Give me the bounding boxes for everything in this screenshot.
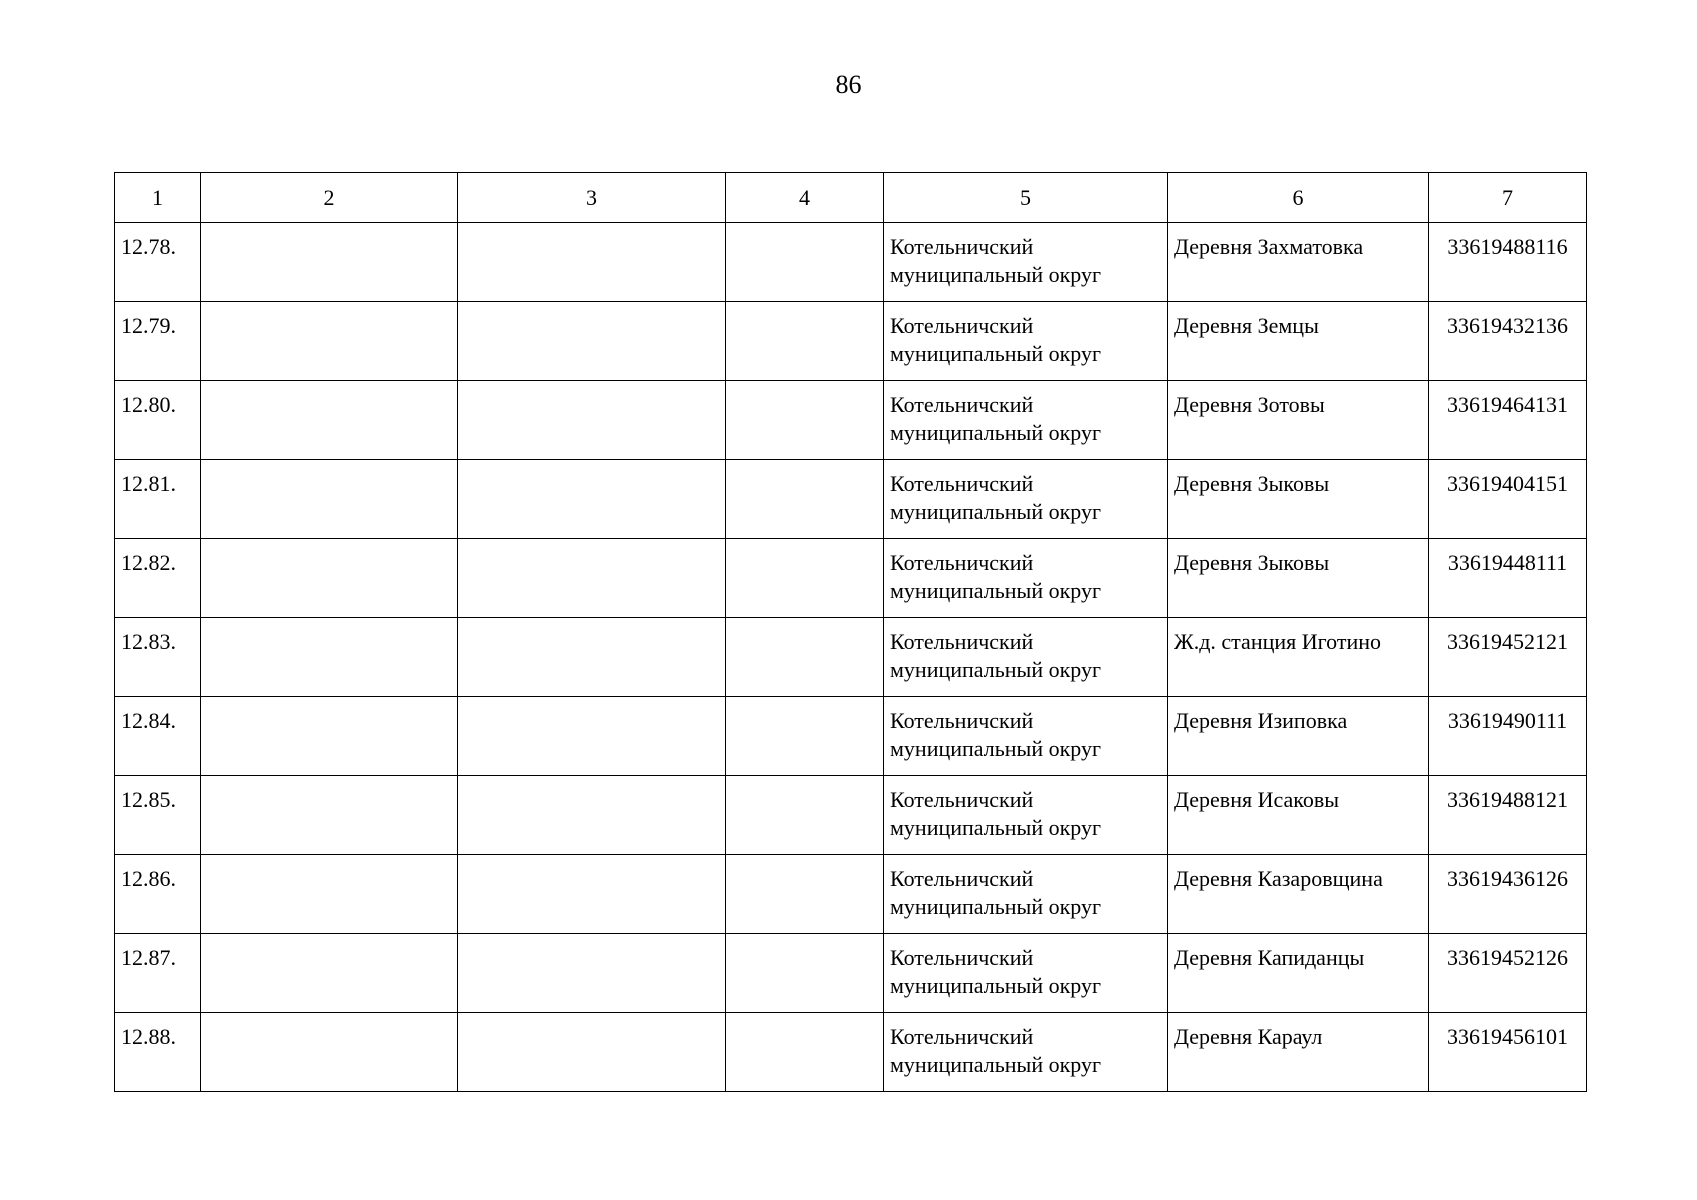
code-cell	[1429, 460, 1587, 539]
column-4-cell-text	[726, 934, 883, 944]
table-row	[115, 539, 1587, 618]
row-number-cell	[115, 697, 201, 776]
column-4-cell-text	[726, 776, 883, 786]
column-2-cell	[201, 855, 458, 934]
district-cell-text: Котельничский муниципальный округ	[890, 313, 1102, 366]
column-2-cell	[201, 618, 458, 697]
table-row	[115, 934, 1587, 1013]
settlement-cell-text: Деревня Караул	[1174, 1024, 1323, 1049]
column-3-cell-text	[458, 302, 725, 312]
row-number-cell-text: 12.83.	[121, 629, 176, 654]
code-cell-text: 33619490111	[1447, 708, 1568, 733]
code-cell-text: 33619488121	[1447, 787, 1568, 812]
district-cell	[884, 855, 1168, 934]
row-number-cell	[115, 776, 201, 855]
column-2-cell-text	[201, 855, 457, 865]
column-4-cell	[726, 223, 884, 302]
column-3-cell	[458, 776, 726, 855]
row-number-cell-text: 12.85.	[121, 787, 176, 812]
settlement-cell-text: Деревня Захматовка	[1174, 234, 1364, 259]
table-row	[115, 381, 1587, 460]
settlement-cell	[1168, 697, 1429, 776]
column-2-cell	[201, 381, 458, 460]
row-number-cell	[115, 539, 201, 618]
code-cell	[1429, 381, 1587, 460]
code-cell-text: 33619464131	[1447, 392, 1568, 417]
row-number-cell	[115, 855, 201, 934]
row-number-cell-text: 12.81.	[121, 471, 176, 496]
table-row	[115, 1013, 1587, 1092]
row-number-cell	[115, 934, 201, 1013]
code-cell-text: 33619488116	[1447, 234, 1568, 259]
district-cell	[884, 381, 1168, 460]
column-3-cell-text	[458, 697, 725, 707]
column-4-cell-text	[726, 618, 883, 628]
column-2-cell-text	[201, 697, 457, 707]
column-3-cell	[458, 460, 726, 539]
row-number-cell	[115, 618, 201, 697]
row-number-cell-text: 12.88.	[121, 1024, 176, 1049]
column-2-cell	[201, 1013, 458, 1092]
district-cell	[884, 539, 1168, 618]
district-cell-text: Котельничский муниципальный округ	[890, 550, 1102, 603]
code-cell	[1429, 697, 1587, 776]
table-row	[115, 855, 1587, 934]
settlement-cell-text: Деревня Казаровщина	[1174, 866, 1383, 891]
code-cell-text: 33619456101	[1447, 1024, 1568, 1049]
column-4-cell	[726, 934, 884, 1013]
column-3-cell	[458, 223, 726, 302]
column-4-cell	[726, 855, 884, 934]
column-4-cell	[726, 697, 884, 776]
column-4-cell	[726, 618, 884, 697]
district-cell-text: Котельничский муниципальный округ	[890, 1024, 1102, 1077]
settlement-cell-text: Деревня Земцы	[1174, 313, 1319, 338]
column-2-cell	[201, 539, 458, 618]
column-3-cell	[458, 539, 726, 618]
page-number: 86	[835, 70, 862, 99]
settlement-cell-text: Деревня Зотовы	[1174, 392, 1325, 417]
column-3-cell-text	[458, 381, 725, 391]
column-2-cell	[201, 697, 458, 776]
column-2-cell-text	[201, 539, 457, 549]
table-row	[115, 460, 1587, 539]
column-header-3: 3	[458, 173, 726, 223]
table-row	[115, 302, 1587, 381]
settlement-cell	[1168, 855, 1429, 934]
code-cell-text: 33619432136	[1447, 313, 1568, 338]
code-cell	[1429, 776, 1587, 855]
column-4-cell-text	[726, 381, 883, 391]
column-header-1: 1	[115, 173, 201, 223]
code-cell	[1429, 1013, 1587, 1092]
column-3-cell-text	[458, 223, 725, 233]
row-number-cell-text: 12.84.	[121, 708, 176, 733]
column-header-5: 5	[884, 173, 1168, 223]
column-4-cell	[726, 539, 884, 618]
column-3-cell	[458, 302, 726, 381]
district-cell-text: Котельничский муниципальный округ	[890, 787, 1102, 840]
settlement-cell	[1168, 1013, 1429, 1092]
column-3-cell	[458, 697, 726, 776]
column-4-cell	[726, 776, 884, 855]
row-number-cell	[115, 223, 201, 302]
settlement-cell	[1168, 618, 1429, 697]
table-header	[115, 173, 1587, 223]
column-3-cell	[458, 381, 726, 460]
settlement-cell-text: Деревня Исаковы	[1174, 787, 1340, 812]
column-2-cell	[201, 460, 458, 539]
code-cell	[1429, 934, 1587, 1013]
settlement-cell-text: Деревня Изиповка	[1174, 708, 1348, 733]
column-3-cell-text	[458, 539, 725, 549]
column-3-cell	[458, 934, 726, 1013]
district-cell	[884, 934, 1168, 1013]
district-cell	[884, 1013, 1168, 1092]
column-header-7: 7	[1429, 173, 1587, 223]
row-number-cell	[115, 302, 201, 381]
row-number-cell-text: 12.86.	[121, 866, 176, 891]
settlement-cell	[1168, 460, 1429, 539]
settlement-cell	[1168, 223, 1429, 302]
row-number-cell-text: 12.80.	[121, 392, 176, 417]
code-cell	[1429, 223, 1587, 302]
column-2-cell	[201, 302, 458, 381]
header-row	[115, 173, 1587, 223]
code-cell-text: 33619436126	[1447, 866, 1568, 891]
code-cell-text: 33619448111	[1447, 550, 1568, 575]
register-table	[114, 172, 1587, 1092]
district-cell-text: Котельничский муниципальный округ	[890, 945, 1102, 998]
column-4-cell	[726, 460, 884, 539]
code-cell-text: 33619452126	[1447, 945, 1568, 970]
district-cell-text: Котельничский муниципальный округ	[890, 629, 1102, 682]
column-3-cell-text	[458, 1013, 725, 1023]
settlement-cell	[1168, 776, 1429, 855]
column-4-cell-text	[726, 539, 883, 549]
column-4-cell	[726, 1013, 884, 1092]
column-header-2: 2	[201, 173, 458, 223]
column-2-cell-text	[201, 302, 457, 312]
settlement-cell	[1168, 539, 1429, 618]
column-2-cell-text	[201, 223, 457, 233]
column-3-cell	[458, 855, 726, 934]
code-cell	[1429, 855, 1587, 934]
settlement-cell	[1168, 302, 1429, 381]
code-cell	[1429, 618, 1587, 697]
table-row	[115, 618, 1587, 697]
column-4-cell	[726, 381, 884, 460]
column-header-6: 6	[1168, 173, 1429, 223]
district-cell	[884, 223, 1168, 302]
column-3-cell-text	[458, 618, 725, 628]
column-3-cell-text	[458, 934, 725, 944]
settlement-cell-text: Ж.д. станция Иготино	[1174, 629, 1381, 654]
column-4-cell	[726, 302, 884, 381]
column-2-cell	[201, 223, 458, 302]
table-row	[115, 776, 1587, 855]
row-number-cell-text: 12.79.	[121, 313, 176, 338]
code-cell	[1429, 302, 1587, 381]
column-3-cell	[458, 618, 726, 697]
district-cell-text: Котельничский муниципальный округ	[890, 471, 1102, 524]
column-4-cell-text	[726, 1013, 883, 1023]
district-cell-text: Котельничский муниципальный округ	[890, 866, 1102, 919]
settlement-cell	[1168, 934, 1429, 1013]
code-cell-text: 33619452121	[1447, 629, 1568, 654]
row-number-cell-text: 12.87.	[121, 945, 176, 970]
column-4-cell-text	[726, 460, 883, 470]
column-2-cell-text	[201, 776, 457, 786]
column-2-cell-text	[201, 618, 457, 628]
district-cell	[884, 302, 1168, 381]
column-2-cell-text	[201, 1013, 457, 1023]
column-4-cell-text	[726, 223, 883, 233]
column-3-cell-text	[458, 776, 725, 786]
column-3-cell-text	[458, 855, 725, 865]
column-3-cell	[458, 1013, 726, 1092]
district-cell	[884, 460, 1168, 539]
column-4-cell-text	[726, 855, 883, 865]
column-4-cell-text	[726, 302, 883, 312]
row-number-cell	[115, 1013, 201, 1092]
row-number-cell-text: 12.82.	[121, 550, 176, 575]
district-cell-text: Котельничский муниципальный округ	[890, 392, 1102, 445]
table-row	[115, 697, 1587, 776]
column-2-cell	[201, 776, 458, 855]
settlement-cell-text: Деревня Зыковы	[1174, 550, 1330, 575]
table-body	[115, 223, 1587, 1092]
table-row	[115, 223, 1587, 302]
row-number-cell	[115, 381, 201, 460]
row-number-cell	[115, 460, 201, 539]
district-cell	[884, 697, 1168, 776]
settlement-cell	[1168, 381, 1429, 460]
column-2-cell	[201, 934, 458, 1013]
district-cell	[884, 618, 1168, 697]
code-cell-text: 33619404151	[1447, 471, 1568, 496]
code-cell	[1429, 539, 1587, 618]
settlement-cell-text: Деревня Зыковы	[1174, 471, 1330, 496]
settlement-cell-text: Деревня Капиданцы	[1174, 945, 1365, 970]
row-number-cell-text: 12.78.	[121, 234, 176, 259]
column-header-4: 4	[726, 173, 884, 223]
district-cell-text: Котельничский муниципальный округ	[890, 234, 1102, 287]
column-2-cell-text	[201, 934, 457, 944]
district-cell-text: Котельничский муниципальный округ	[890, 708, 1102, 761]
column-3-cell-text	[458, 460, 725, 470]
column-4-cell-text	[726, 697, 883, 707]
column-2-cell-text	[201, 460, 457, 470]
column-2-cell-text	[201, 381, 457, 391]
district-cell	[884, 776, 1168, 855]
